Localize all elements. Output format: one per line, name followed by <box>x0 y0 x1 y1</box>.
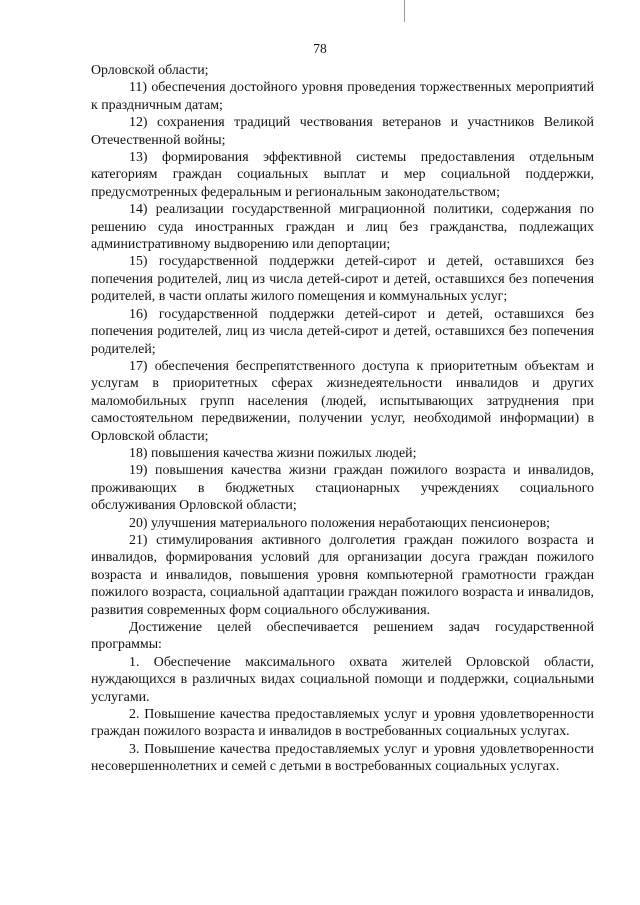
paragraph: 3. Повышение качества предоставляемых услуг и уровня удовлетворенности несовершеннолетних и семей с детьми в востребованных социальных услугах. <box>91 741 594 775</box>
paragraph: Достижение целей обеспечивается решением задач государственной программы: <box>91 620 594 653</box>
paragraph: 15) государственной поддержки детей-сирот и детей, оставшихся без попечения родителей, лиц из числа детей-сирот и детей, оставшихся без попечения родителей, в части оплаты жилого помещения и коммунальных услуг; <box>91 254 594 305</box>
paragraph: Орловской области; <box>91 63 209 78</box>
paragraph: 21) стимулирования активного долголетия граждан пожилого возраста и инвалидов, формирования условий для организации досуга граждан пожилого возраста и инвалидов, повышения уровня компьютерной грамотности граждан пожилого возраста, социальной адаптации граждан пожилого возраста и инвалидов, развития современных форм социального обслуживания. <box>91 532 594 618</box>
paragraph: 20) улучшения материального положения неработающих пенсионеров; <box>129 515 550 531</box>
paragraph: 19) повышения качества жизни граждан пожилого возраста и инвалидов, проживающих в бюджетных стационарных учреждениях социального обслуживания Орловской области; <box>91 463 594 514</box>
paragraph: 14) реализации государственной миграционной политики, содержания по решению суда иностранных граждан и лиц без гражданства, подлежащих административному выдворению или депортации; <box>91 202 594 253</box>
paragraph: 18) повышения качества жизни пожилых людей; <box>129 445 417 461</box>
paragraph: 16) государственной поддержки детей-сирот и детей, оставшихся без попечения родителей, лиц из числа детей-сирот и детей, оставшихся без попечения родителей; <box>91 306 594 357</box>
page-number: 78 <box>313 41 327 56</box>
paragraph: 13) формирования эффективной системы предоставления отдельным категориям граждан социальных выплат и мер социальной поддержки, предусмотренных федеральным и региональным законодательством; <box>91 150 594 200</box>
scan-artifact <box>404 0 405 22</box>
paragraph: 17) обеспечения беспрепятственного доступа к приоритетным объектам и услугам в приоритетных сферах жизнедеятельности инвалидов и других маломобильных групп населения (людей, испытывающих затруднения при самостоятельном передвижении, получении услуг, необходимой информации) в Орловской области; <box>91 358 594 444</box>
document-body <box>91 62 594 776</box>
paragraph: 2. Повышение качества предоставляемых услуг и уровня удовлетворенности граждан пожилого возраста и инвалидов в востребованных социальных услугах. <box>91 707 594 740</box>
paragraph: 12) сохранения традиций чествования ветеранов и участников Великой Отечественной войны; <box>91 115 594 148</box>
paragraph: 11) обеспечения достойного уровня проведения торжественных мероприятий к праздничным датам; <box>91 80 594 113</box>
paragraph: 1. Обеспечение максимального охвата жителей Орловской области, нуждающихся в различных видах социальной помощи и поддержки, социальными услугами. <box>91 654 594 705</box>
